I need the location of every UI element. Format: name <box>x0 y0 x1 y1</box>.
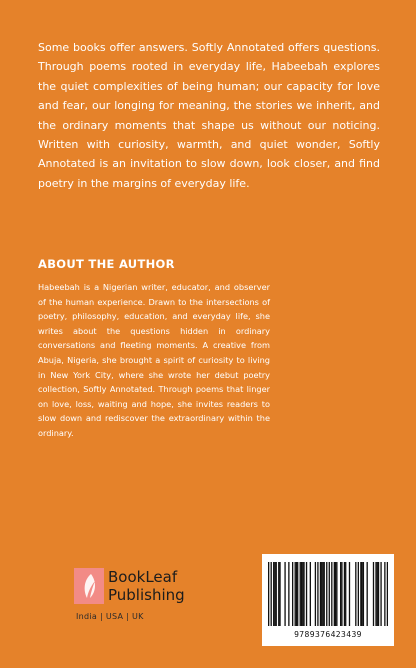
barcode-bar <box>340 562 341 626</box>
barcode-bar <box>375 562 376 626</box>
barcode-bar <box>315 562 316 626</box>
barcode-bar <box>336 562 337 626</box>
isbn-number: 9789376423439 <box>294 630 362 639</box>
barcode-bar <box>268 562 269 626</box>
barcode-bar <box>331 562 332 626</box>
barcode-bar <box>334 562 335 626</box>
author-bio: Habeebah is a Nigerian writer, educator, and observer of the human experience. Drawn to the intersections of poetry, philosophy, education, and everyday life, she writes about the questions hidden in ordinary conversations and fleeting moments. A creative from Abuja, Nigeria, she brought a spirit of curiosity to living in New York City, where she wrote her debut poetry collection, Softly Annotated. Through poems that linger on love, loss, waiting and hope, she invites readers to slow down and rediscover the extraordinary within the ordinary. <box>38 282 270 438</box>
publisher-name-line2: Publishing <box>108 586 185 604</box>
barcode-bar <box>335 562 336 626</box>
barcode-bars <box>268 562 388 626</box>
barcode-bar <box>355 562 356 626</box>
barcode-bar <box>303 562 304 626</box>
barcode-bar <box>317 562 318 626</box>
barcode-bar <box>320 562 321 626</box>
barcode-bar <box>271 562 272 626</box>
barcode-bar <box>284 562 285 626</box>
barcode-bar <box>384 562 385 626</box>
bookleaf-logo-icon <box>74 568 104 604</box>
barcode-bar <box>300 562 301 626</box>
barcode-bar <box>380 562 381 626</box>
barcode-bar <box>349 562 350 626</box>
barcode-bar <box>292 562 293 626</box>
barcode-bar <box>321 562 322 626</box>
publisher-name-line1: BookLeaf <box>108 568 178 586</box>
barcode-bar <box>310 562 311 626</box>
barcode-bar <box>324 562 325 626</box>
barcode-bar <box>288 562 289 626</box>
barcode-bar <box>387 562 388 626</box>
barcode-bar <box>297 562 298 626</box>
barcode-bar <box>326 562 327 626</box>
barcode-bar <box>296 562 297 626</box>
barcode-bar <box>361 562 362 626</box>
barcode-bar <box>274 562 275 626</box>
barcode-bar <box>358 562 359 626</box>
barcode-bar <box>322 562 323 626</box>
barcode-bar <box>377 562 378 626</box>
barcode-bar <box>278 562 279 626</box>
barcode-bar <box>273 562 274 626</box>
barcode-bar <box>345 562 346 626</box>
publisher-regions: India | USA | UK <box>76 612 144 621</box>
barcode-bar <box>360 562 361 626</box>
barcode-bar <box>306 562 307 626</box>
barcode-bar <box>367 562 368 626</box>
barcode-bar <box>329 562 330 626</box>
book-blurb: Some books offer answers. Softly Annotated offers questions. Through poems rooted in everyday life, Habeebah explores the quiet complexities of being human; our capacity for love and fear, our longing for meaning, the stories we inherit, and the ordinary moments that shape us without our noticing. Written with curiosity, warmth, and quiet wonder, Softly Annotated is an invitation to slow down, look closer, and find poetry in the margins of everyday life. <box>38 41 380 190</box>
about-author-heading: ABOUT THE AUTHOR <box>38 257 175 271</box>
publisher-name <box>108 568 185 604</box>
publisher-block <box>74 568 214 638</box>
barcode-bar <box>373 562 374 626</box>
barcode-bar <box>341 562 342 626</box>
barcode-bar <box>295 562 296 626</box>
barcode-bar <box>378 562 379 626</box>
barcode-bar <box>302 562 303 626</box>
isbn-barcode <box>262 554 394 646</box>
barcode-bar <box>301 562 302 626</box>
barcode-bar <box>279 562 280 626</box>
barcode-bar <box>344 562 345 626</box>
barcode-bar <box>363 562 364 626</box>
barcode-bar <box>276 562 277 626</box>
